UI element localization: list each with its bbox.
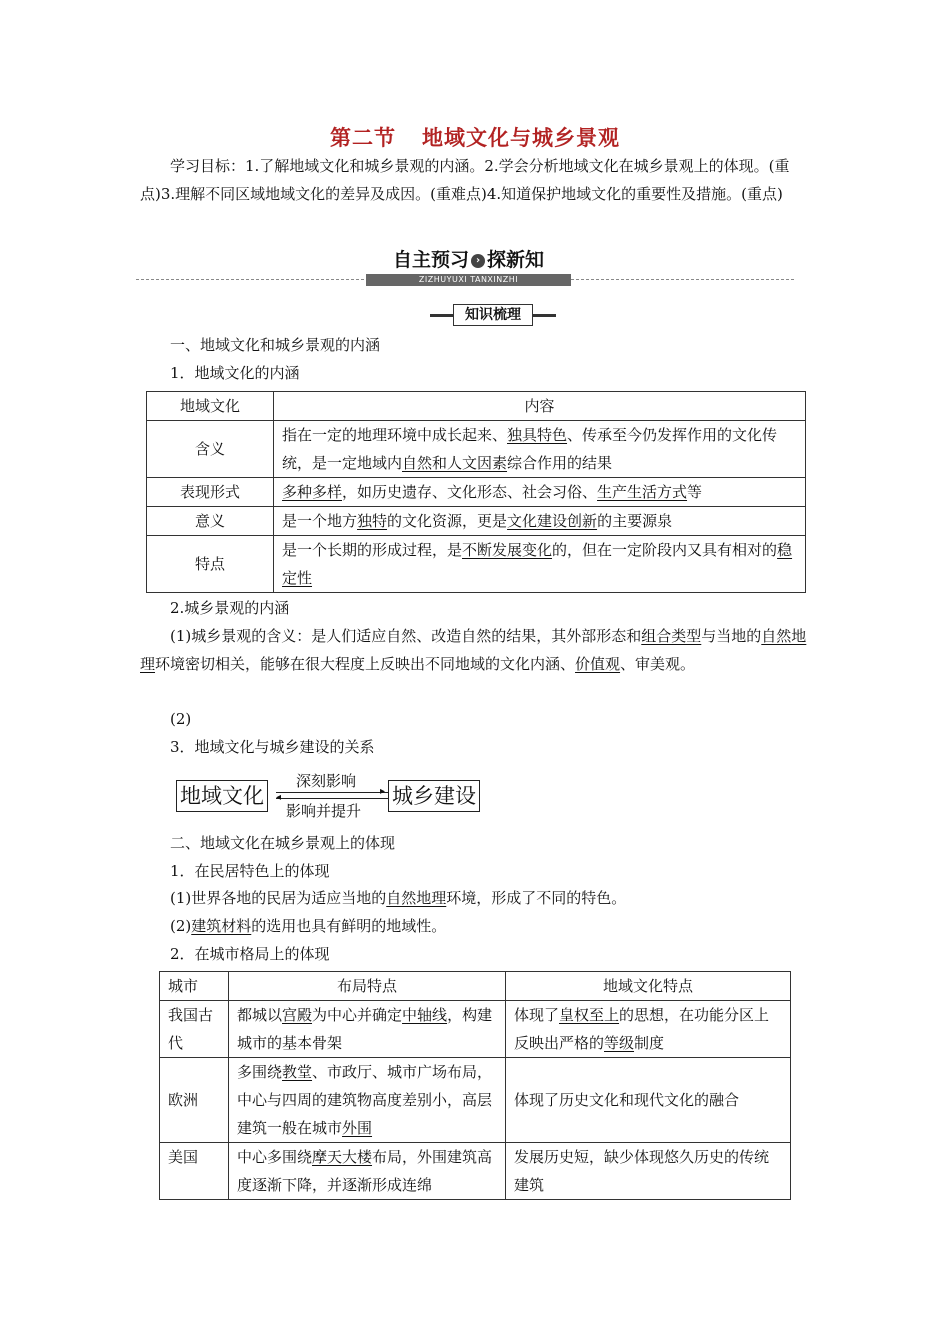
banner-right: 探新知 <box>487 249 545 271</box>
row-value: 是一个地方独特的文化资源，更是文化建设创新的主要源泉 <box>274 507 806 536</box>
section-name: 地域文化与城乡景观 <box>422 126 620 150</box>
table-row <box>160 1058 791 1143</box>
arrow-right-icon: › <box>471 254 485 268</box>
top-label: 深刻影响 <box>296 772 357 790</box>
regional-culture-box: 地域文化 <box>176 780 268 812</box>
page-title <box>0 122 950 152</box>
header-cell: 布局特点 <box>229 972 506 1001</box>
table-header <box>147 392 806 421</box>
urban-rural-box: 城乡建设 <box>388 780 480 812</box>
row-key: 表现形式 <box>147 478 274 507</box>
layout-cell: 都城以宫殿为中心并确定中轴线，构建城市的基本骨架 <box>229 1001 506 1058</box>
landscape-definition: (1)城乡景观的含义：是人们适应自然、改造自然的结果，其外部形态和组合类型与当地的自然地理环境密切相关，能够在很大程度上反映出不同地域的文化内涵、价值观、审美观。 <box>140 627 807 673</box>
table-row <box>160 1001 791 1058</box>
dwelling-point-2: (2)建筑材料的选用也具有鲜明的地域性。 <box>170 917 447 935</box>
row-key: 意义 <box>147 507 274 536</box>
banner-left: 自主预习 <box>392 249 469 271</box>
city-cell: 欧洲 <box>160 1058 229 1143</box>
banner-title <box>366 246 571 274</box>
header-cell: 城市 <box>160 972 229 1001</box>
item-2: (2) <box>170 710 192 728</box>
arrow-right-icon: ▸ <box>380 786 386 797</box>
row-value: 指在一定的地理环境中成长起来、独具特色、传承至今仍发挥作用的文化传统，是一定地域内自然和人文因素综合作用的结果 <box>274 421 806 478</box>
header-cell: 内容 <box>274 392 806 421</box>
heading-2-2: 2．在城市格局上的体现 <box>170 945 330 963</box>
header-cell: 地域文化 <box>147 392 274 421</box>
row-key: 特点 <box>147 536 274 593</box>
regional-culture-table <box>146 391 806 593</box>
table-row <box>147 421 806 478</box>
row-value: 多种多样，如历史遗存、文化形态、社会习俗、生产生活方式等 <box>274 478 806 507</box>
learning-goals: 学习目标：1.了解地域文化和城乡景观的内涵。2.学会分析地域文化在城乡景观上的体现。(重点)3.理解不同区域地域文化的差异及成因。(重难点)4.知道保护地域文化的重要性及措施。(重点) <box>140 157 790 203</box>
city-cell: 我国古代 <box>160 1001 229 1058</box>
header-cell: 地域文化特点 <box>506 972 791 1001</box>
heading-2-1: 1．在民居特色上的体现 <box>170 862 330 880</box>
table-row <box>147 478 806 507</box>
dwelling-point-1: (1)世界各地的民居为适应当地的自然地理环境，形成了不同的特色。 <box>170 889 627 907</box>
arrow-left-icon: ◂ <box>276 792 282 803</box>
city-cell: 美国 <box>160 1143 229 1200</box>
city-layout-table <box>159 971 791 1200</box>
heading-2: 二、地域文化在城乡景观上的体现 <box>170 834 396 852</box>
row-value: 是一个长期的形成过程，是不断发展变化的，但在一定阶段内又具有相对的稳定性 <box>274 536 806 593</box>
layout-cell: 中心多围绕摩天大楼布局，外围建筑高度逐渐下降，并逐渐形成连绵 <box>229 1143 506 1200</box>
table-row <box>160 1143 791 1200</box>
culture-cell: 发展历史短，缺少体现悠久历史的传统建筑 <box>506 1143 791 1200</box>
tag-label: 知识梳理 <box>453 304 533 326</box>
relation-diagram <box>176 768 496 818</box>
table-row <box>147 507 806 536</box>
heading-1-2: 2.城乡景观的内涵 <box>170 599 290 617</box>
table-header <box>160 972 791 1001</box>
section-banner <box>366 246 571 286</box>
heading-1-3: 3．地域文化与城乡建设的关系 <box>170 738 375 756</box>
culture-cell: 体现了历史文化和现代文化的融合 <box>506 1058 791 1143</box>
arrow-backward <box>276 798 388 799</box>
row-key: 含义 <box>147 421 274 478</box>
heading-1-1: 1．地域文化的内涵 <box>170 364 300 382</box>
knowledge-tag <box>430 304 556 326</box>
arrow-forward <box>276 792 388 793</box>
banner-pinyin: ZIZHUYUXI TANXINZHI <box>366 274 571 286</box>
culture-cell: 体现了皇权至上的思想，在功能分区上反映出严格的等级制度 <box>506 1001 791 1058</box>
table-row <box>147 536 806 593</box>
heading-1: 一、地域文化和城乡景观的内涵 <box>170 336 381 354</box>
bottom-label: 影响并提升 <box>286 802 362 820</box>
section-number: 第二节 <box>330 126 396 150</box>
layout-cell: 多围绕教堂、市政厅、城市广场布局，中心与四周的建筑物高度差别小，高层建筑一般在城市外围 <box>229 1058 506 1143</box>
